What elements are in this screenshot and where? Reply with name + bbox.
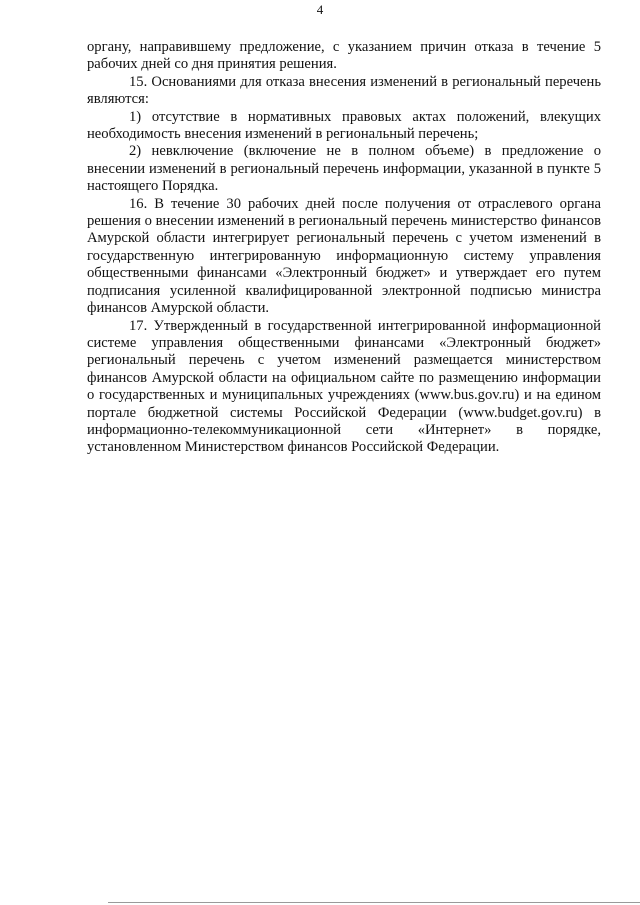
paragraph-subitem-2: 2) невключение (включение не в полном объеме) в предложение о внесении изменений в региональный перечень информации, указанной в пункте 5 настоящего Порядка. (87, 143, 601, 195)
scan-edge-line (108, 902, 640, 903)
page-number: 4 (316, 2, 324, 17)
document-body (87, 39, 601, 457)
paragraph-continuation: органу, направившему предложение, с указанием причин отказа в течение 5 рабочих дней со дня принятия решения. (87, 39, 601, 73)
paragraph-item-16: 16. В течение 30 рабочих дней после получения от отраслевого органа решения о внесении изменений в региональный перечень министерство финансов Амурской области интегрирует региональный перечень с учетом изменений в государственную интегрированную информационную систему управления общественными финансами «Электронный бюджет» и утверждает его путем подписания усиленной квалифицированной электронной подписью министра финансов Амурской области. (87, 195, 601, 317)
paragraph-item-15: 15. Основаниями для отказа внесения изменений в региональный перечень являются: (87, 73, 601, 108)
paragraph-subitem-1: 1) отсутствие в нормативных правовых актах положений, влекущих необходимость внесения изменений в региональный перечень; (87, 108, 601, 143)
paragraph-item-17: 17. Утвержденный в государственной интегрированной информационной системе управления общественными финансами «Электронный бюджет» региональный перечень с учетом изменений размещается министерством финансов Амурской области на официальном сайте по размещению информации о государственных и муниципальных учреждениях (www.bus.gov.ru) и на едином портале бюджетной системы Российской Федерации (www.budget.gov.ru) в информационно-телекоммуникационной сети «Интернет» в порядке, установленном Министерством финансов Российской Федерации. (87, 317, 601, 456)
